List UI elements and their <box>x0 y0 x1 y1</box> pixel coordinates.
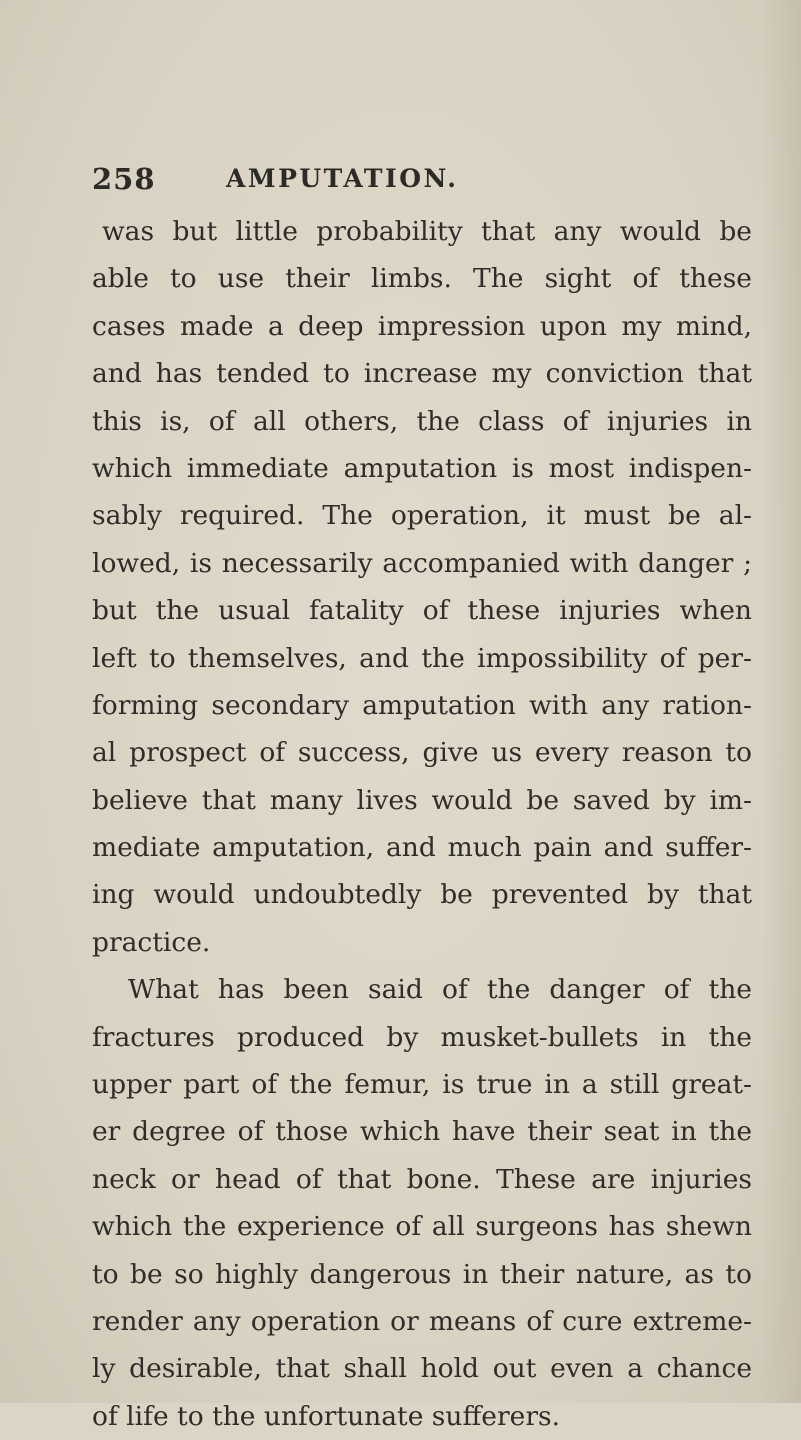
text-line: and has tended to increase my conviction that <box>92 358 752 390</box>
text-line: of life to the unfortunate sufferers. <box>92 1400 561 1432</box>
text-line: ing would undoubtedly be prevented by that <box>92 879 752 911</box>
running-head: AMPUTATION. <box>226 164 459 193</box>
text-line: believe that many lives would be saved by im- <box>92 784 752 816</box>
page-edge-shadow <box>761 0 801 1403</box>
text-line: What has been said of the danger of the <box>128 974 752 1006</box>
text-line: but the usual fatality of these injuries when <box>92 595 752 627</box>
text-line: to be so highly dangerous in their nature, as to <box>92 1258 752 1290</box>
page-header <box>92 162 752 202</box>
text-line: cases made a deep impression upon my mind, <box>92 310 752 342</box>
text-line: al prospect of success, give us every reason to <box>92 737 752 769</box>
text-line: neck or head of that bone. These are injuries <box>92 1163 752 1195</box>
text-line: left to themselves, and the impossibility of per- <box>92 642 752 674</box>
text-line: which the experience of all surgeons has shewn <box>92 1211 752 1243</box>
text-line: er degree of those which have their seat in the <box>92 1116 752 1148</box>
text-line: sably required. The operation, it must be al- <box>92 500 752 532</box>
text-line: practice. <box>92 926 211 958</box>
text-line: mediate amputation, and much pain and suffer- <box>92 832 752 864</box>
text-line: was but little probability that any would be <box>102 216 752 247</box>
page-number: 258 <box>92 162 156 196</box>
text-line: fractures produced by musket-bullets in the <box>92 1021 752 1053</box>
text-line: able to use their limbs. The sight of these <box>92 263 752 295</box>
text-line: ly desirable, that shall hold out even a chance <box>92 1353 752 1385</box>
body-text <box>92 208 752 1440</box>
text-line: forming secondary amputation with any ration- <box>92 689 752 721</box>
text-line: render any operation or means of cure extreme- <box>92 1305 752 1337</box>
text-line: lowed, is necessarily accompanied with danger ; <box>92 547 752 579</box>
text-line: this is, of all others, the class of injuries in <box>92 405 752 437</box>
text-line: upper part of the femur, is true in a still great- <box>92 1069 752 1101</box>
text-line: which immediate amputation is most indispen- <box>92 452 752 484</box>
